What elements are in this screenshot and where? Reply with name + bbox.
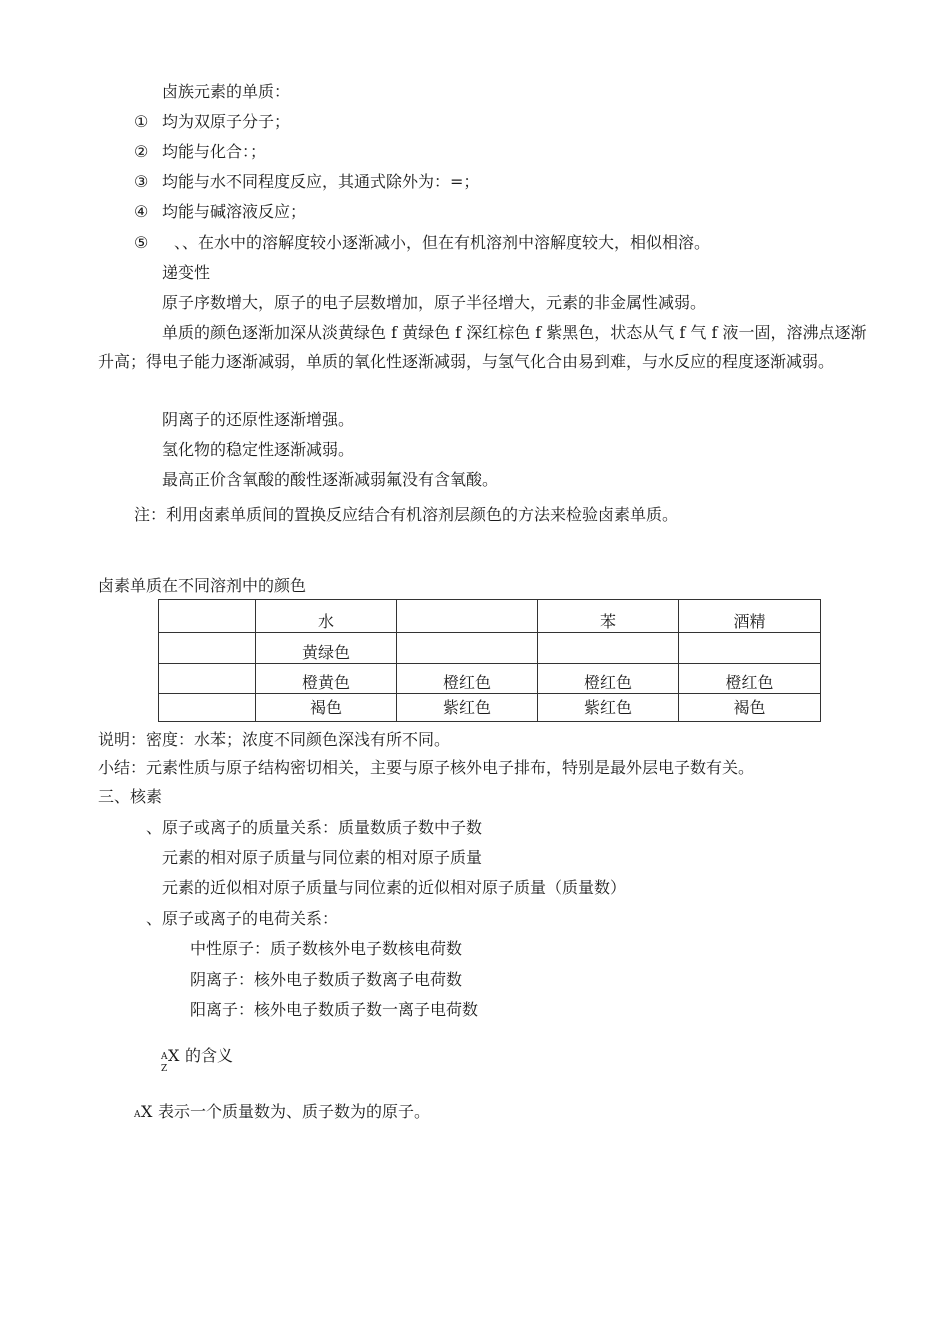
table-cell: 橙红色 bbox=[538, 664, 679, 694]
table-cell: 橙红色 bbox=[679, 664, 821, 694]
table-cell: 酒精 bbox=[679, 600, 821, 633]
table-cell: 褐色 bbox=[679, 694, 821, 722]
body-line: 中性原子：质子数核外电子数核电荷数 bbox=[190, 939, 463, 958]
table-cell bbox=[538, 633, 679, 664]
table-cell bbox=[397, 633, 538, 664]
trend-line: 氢化物的稳定性逐渐减弱。 bbox=[162, 440, 355, 459]
note: 注：利用卤素单质间的置换反应结合有机溶剂层颜色的方法来检验卤素单质。 bbox=[134, 505, 679, 524]
summary: 小结：元素性质与原子结构密切相关，主要与原子核外电子排布，特别是最外层电子数有关。 bbox=[98, 758, 755, 777]
atomic-number: Z bbox=[161, 1064, 168, 1074]
table-row bbox=[159, 600, 821, 633]
symbol-meaning: 的含义 bbox=[185, 1046, 234, 1065]
list-number: ② bbox=[134, 142, 149, 161]
trend-line: 原子序数增大，原子的电子层数增加，原子半径增大，元素的非金属性减弱。 bbox=[162, 293, 707, 312]
table-row bbox=[159, 694, 821, 722]
table-cell bbox=[679, 633, 821, 664]
mass-number: A bbox=[134, 1110, 141, 1120]
table-cell: 水 bbox=[256, 600, 397, 633]
trend-paragraph: 单质的颜色逐渐加深从淡黄绿色 f 黄绿色 f 深红棕色 f 紫黑色，状态从气 f 气 f 液一固，溶沸点逐渐升高；得电子能力逐渐减弱，单质的氧化性逐渐减弱，与氢气化合由易到难，与水反应的程度逐渐减弱。 bbox=[98, 323, 867, 371]
mass-number: A bbox=[161, 1052, 168, 1062]
table-cell: 橙黄色 bbox=[256, 664, 397, 694]
section-heading: 三、核素 bbox=[98, 787, 163, 806]
element-letter: X bbox=[168, 1046, 180, 1065]
table-cell: 紫红色 bbox=[538, 694, 679, 722]
list-text: 均能与碱溶液反应； bbox=[162, 202, 307, 221]
table-cell: 苯 bbox=[538, 600, 679, 633]
body-line: 阳离子：核外电子数质子数一离子电荷数 bbox=[190, 1000, 479, 1019]
list-number: ① bbox=[134, 112, 149, 131]
table-cell: 褐色 bbox=[256, 694, 397, 722]
description-text: 表示一个质量数为、质子数为的原子。 bbox=[158, 1102, 431, 1121]
trend-line: 最高正价含氧酸的酸性逐渐减弱氟没有含氧酸。 bbox=[162, 470, 499, 489]
table-explanation: 说明：密度：水苯；浓度不同颜色深浅有所不同。 bbox=[98, 730, 451, 749]
list-text: 均能与水不同程度反应，其通式除外为：=； bbox=[162, 172, 480, 191]
table-cell bbox=[397, 600, 538, 633]
table-cell: 橙红色 bbox=[397, 664, 538, 694]
list-item bbox=[134, 142, 266, 162]
section-heading: 卤族元素的单质： bbox=[162, 82, 291, 101]
list-number: ③ bbox=[134, 172, 149, 191]
table-cell bbox=[159, 600, 256, 633]
body-line: 元素的相对原子质量与同位素的相对原子质量 bbox=[162, 848, 483, 867]
list-item bbox=[134, 202, 306, 222]
list-number: ⑤ bbox=[134, 233, 149, 252]
nuclide-description bbox=[134, 1102, 534, 1126]
table-cell bbox=[159, 694, 256, 722]
table-title: 卤素单质在不同溶剂中的颜色 bbox=[98, 576, 307, 595]
list-text: 均能与化合：； bbox=[162, 142, 267, 161]
table-cell: 黄绿色 bbox=[256, 633, 397, 664]
list-item bbox=[134, 172, 479, 192]
trend-line: 阴离子的还原性逐渐增强。 bbox=[162, 410, 355, 429]
trend-heading: 递变性 bbox=[162, 263, 211, 282]
list-number: ④ bbox=[134, 202, 149, 221]
list-item bbox=[134, 233, 710, 253]
body-line: 元素的近似相对原子质量与同位素的近似相对原子质量（质量数） bbox=[162, 878, 627, 897]
body-line: 阴离子：核外电子数质子数离子电荷数 bbox=[190, 970, 463, 989]
element-letter: X bbox=[141, 1102, 153, 1121]
table-row bbox=[159, 633, 821, 664]
table-cell bbox=[159, 633, 256, 664]
table-row bbox=[159, 664, 821, 694]
table-cell bbox=[159, 664, 256, 694]
subsection-heading: 、原子或离子的质量关系：质量数质子数中子数 bbox=[146, 818, 483, 837]
nuclide-symbol bbox=[161, 1046, 321, 1076]
subsection-heading: 、原子或离子的电荷关系： bbox=[146, 909, 339, 928]
list-text: 均为双原子分子； bbox=[162, 112, 291, 131]
list-item bbox=[134, 112, 290, 132]
color-table bbox=[158, 599, 821, 722]
list-text: 、、在水中的溶解度较小逐渐减小，但在有机溶剂中溶解度较大，相似相溶。 bbox=[174, 233, 711, 252]
table-cell: 紫红色 bbox=[397, 694, 538, 722]
